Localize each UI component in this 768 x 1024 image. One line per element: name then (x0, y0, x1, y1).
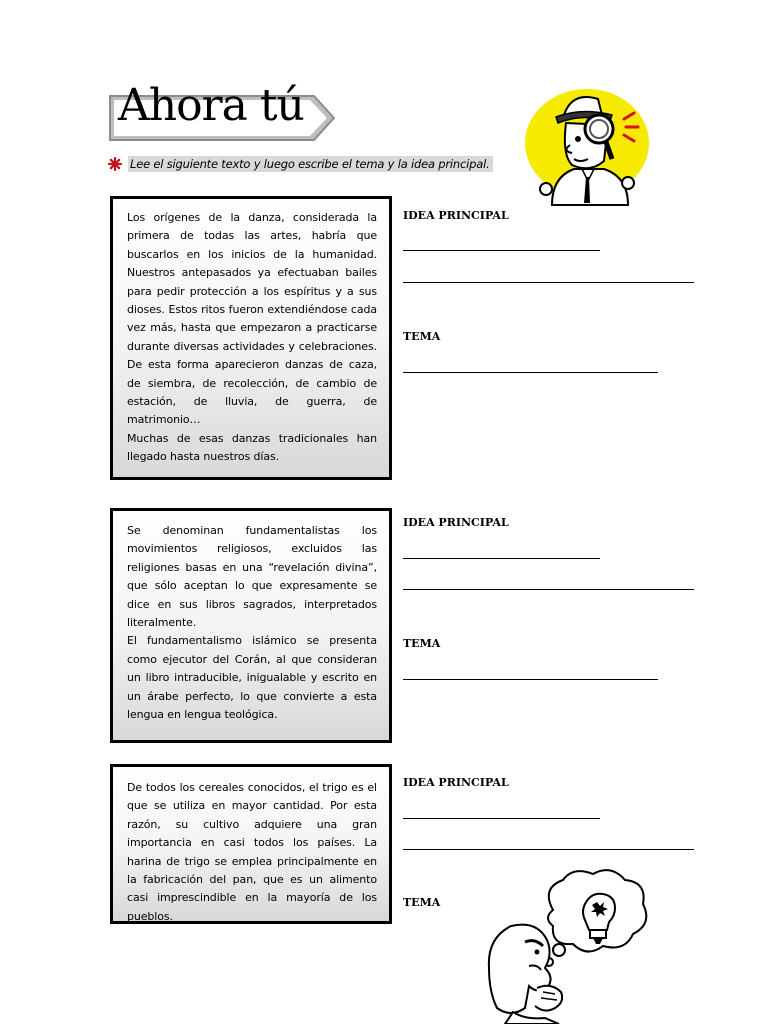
reading-paragraph: Se denominan fundamentalistas los movimientos religiosos, excluidos las religiones basas en una “revelación divina”, que sólo aceptan lo que expresamente se dice en sus libros sagrados, interpretados literalmente. (127, 524, 377, 630)
instruction-text: Lee el siguiente texto y luego escribe el tema y la idea principal. (128, 156, 493, 172)
reading-paragraph: Los orígenes de la danza, considerada la primera de todas las artes, habría que buscarlos en los inicios de la humanidad. Nuestros antepasados ya efectuaban bailes para pedir protección a los espíritus y a sus dioses. Estos ritos fueron extendiéndose cada vez más, hasta que empezaron a practicarse durante diversas actividades y celebraciones. De esta forma aparecieron danzas de caza, de siembra, de recolección, de cambio de estación, de lluvia, de guerra, de matrimonio… (127, 211, 377, 427)
idea-answer-line[interactable] (403, 250, 600, 251)
idea-principal-label: IDEA PRINCIPAL (403, 209, 509, 222)
idea-answer-line[interactable] (403, 849, 694, 850)
idea-answer-line[interactable] (403, 558, 600, 559)
detective-magnifier-icon (512, 85, 657, 210)
idea-principal-label: IDEA PRINCIPAL (403, 776, 509, 789)
tema-label: TEMA (403, 330, 441, 343)
reading-text-box-3 (110, 764, 392, 924)
idea-answer-line[interactable] (403, 282, 694, 283)
idea-answer-line[interactable] (403, 589, 694, 590)
instruction-row (108, 155, 493, 173)
reading-text-box-2 (110, 508, 392, 743)
tema-label: TEMA (403, 637, 441, 650)
idea-answer-line[interactable] (403, 818, 600, 819)
title-banner (108, 80, 340, 146)
tema-answer-line[interactable] (403, 372, 658, 373)
reading-text-box-1 (110, 196, 392, 480)
thinking-person-lightbulb-icon (485, 868, 655, 1024)
tema-answer-line[interactable] (403, 679, 658, 680)
red-star-bullet-icon (108, 157, 122, 171)
tema-label: TEMA (403, 896, 441, 909)
page-title: Ahora tú (118, 80, 304, 131)
reading-paragraph: El fundamentalismo islámico se presenta como ejecutor del Corán, al que consideran un libro intraducible, inigualable y escrito en un árabe perfecto, lo que convierte a esta lengua en lengua teológica. (127, 634, 377, 722)
reading-paragraph: De todos los cereales conocidos, el trigo es el que se utiliza en mayor cantidad. Por esta razón, su cultivo adquiere una gran importancia en casi todos los países. La harina de trigo se emplea principalmente en la fabricación del pan, que es un alimento casi imprescindible en la mayoría de los pueblos. (127, 781, 377, 923)
idea-principal-label: IDEA PRINCIPAL (403, 516, 509, 529)
reading-paragraph: Muchas de esas danzas tradicionales han llegado hasta nuestros días. (127, 431, 377, 464)
